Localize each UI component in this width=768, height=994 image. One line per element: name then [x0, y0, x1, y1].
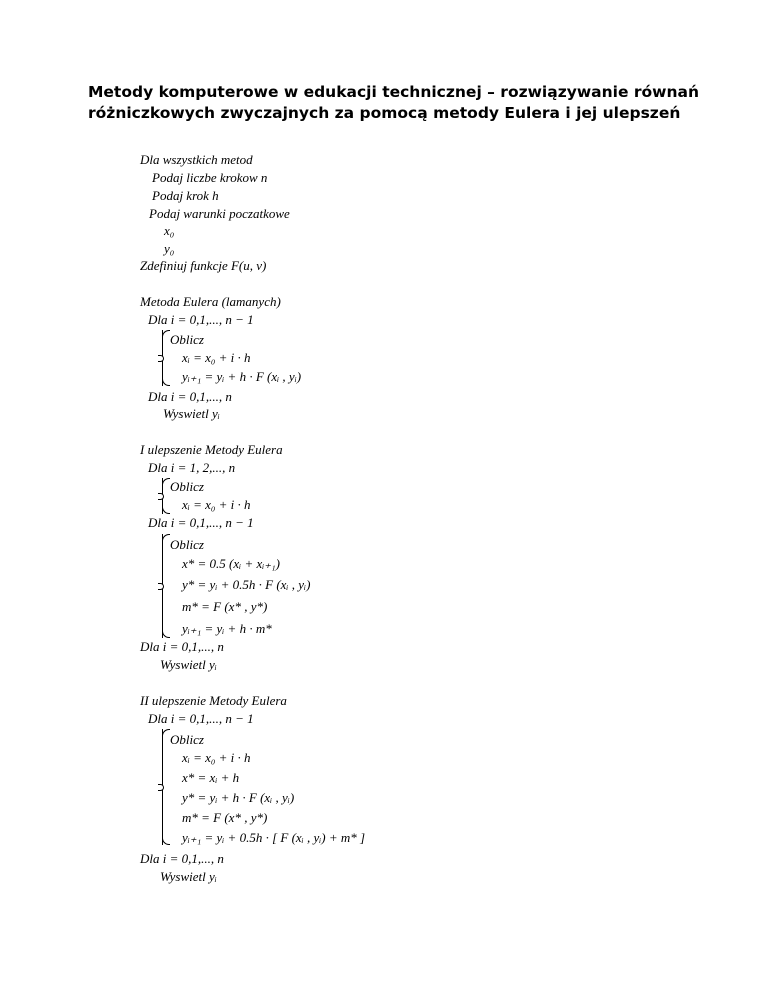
title-line-1: Metody komputerowe w edukacji technicznej – rozwiązywanie równań	[88, 83, 700, 101]
initial-conditions-line: Podaj warunki poczatkowe	[149, 206, 290, 221]
improved2-eq-5: yᵢ₊₁ = yᵢ + 0.5h · [ F (xᵢ , yᵢ) + m* ]	[182, 830, 366, 845]
improved1-brace-1	[162, 478, 169, 514]
define-function-line: Zdefiniuj funkcje F(u, v)	[140, 258, 267, 273]
improved2-eq-2: x* = xᵢ + h	[182, 770, 240, 785]
improved2-eq-3: y* = yᵢ + h · F (xᵢ , yᵢ)	[182, 790, 295, 805]
improved2-header: II ulepszenie Metody Eulera	[140, 693, 287, 708]
steps-count-line: Podaj liczbe krokow n	[152, 170, 268, 185]
improved1-header: I ulepszenie Metody Eulera	[140, 442, 283, 457]
euler-compute: Oblicz	[170, 332, 204, 347]
euler-loop-2: Dla i = 0,1,..., n	[148, 389, 232, 404]
document-title	[88, 82, 708, 124]
y0-line: y₀	[164, 241, 175, 256]
improved1-loop-1: Dla i = 1, 2,..., n	[148, 460, 236, 475]
improved1-eq-2: x* = 0.5 (xᵢ + xᵢ₊₁)	[182, 556, 281, 571]
common-header: Dla wszystkich metod	[140, 152, 253, 167]
improved2-eq-4: m* = F (x* , y*)	[182, 810, 268, 825]
step-size-line: Podaj krok h	[152, 188, 219, 203]
improved2-brace	[162, 729, 169, 845]
improved2-eq-1: xᵢ = x₀ + i · h	[182, 750, 251, 765]
title-line-2: różniczkowych zwyczajnych za pomocą metody Eulera i jej ulepszeń	[88, 104, 681, 122]
improved1-display: Wyswietl yᵢ	[160, 657, 217, 672]
euler-eq-1: xᵢ = x₀ + i · h	[182, 350, 251, 365]
euler-header: Metoda Eulera (lamanych)	[140, 294, 281, 309]
improved2-display: Wyswietl yᵢ	[160, 869, 217, 884]
improved2-compute: Oblicz	[170, 732, 204, 747]
improved2-loop-1: Dla i = 0,1,..., n − 1	[148, 711, 254, 726]
x0-line: x₀	[164, 223, 175, 238]
improved1-eq-3: y* = yᵢ + 0.5h · F (xᵢ , yᵢ)	[182, 577, 311, 592]
improved2-loop-2: Dla i = 0,1,..., n	[140, 851, 224, 866]
euler-display: Wyswietl yᵢ	[163, 406, 220, 421]
improved1-compute-1: Oblicz	[170, 479, 204, 494]
improved1-loop-2: Dla i = 0,1,..., n − 1	[148, 515, 254, 530]
improved1-eq-1: xᵢ = x₀ + i · h	[182, 497, 251, 512]
improved1-eq-5: yᵢ₊₁ = yᵢ + h · m*	[182, 621, 272, 636]
improved1-eq-4: m* = F (x* , y*)	[182, 599, 268, 614]
euler-brace	[162, 330, 169, 386]
euler-loop-1: Dla i = 0,1,..., n − 1	[148, 312, 254, 327]
euler-eq-2: yᵢ₊₁ = yᵢ + h · F (xᵢ , yᵢ)	[182, 369, 302, 384]
improved1-brace-2	[162, 534, 169, 638]
improved1-loop-3: Dla i = 0,1,..., n	[140, 639, 224, 654]
improved1-compute-2: Oblicz	[170, 537, 204, 552]
